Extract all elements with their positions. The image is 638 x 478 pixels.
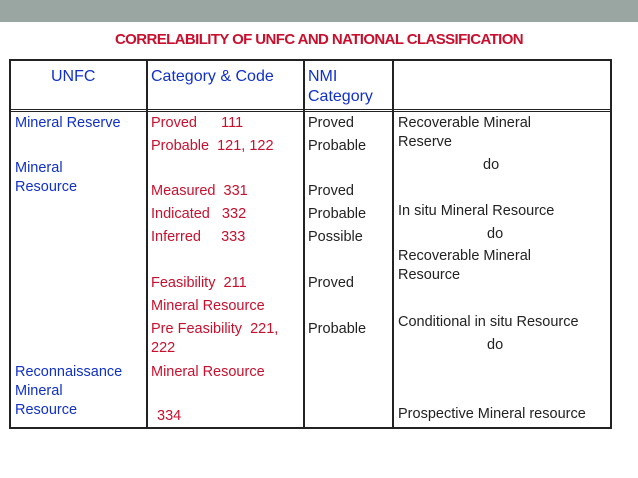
unfc-mineral-resource-line1: Mineral: [15, 160, 63, 176]
code-measured: Measured 331: [151, 183, 248, 199]
header-nmi-line1: NMI: [308, 68, 338, 85]
code-pre-feasibility-line2: 222: [151, 340, 176, 356]
code-feasibility: Feasibility 211: [151, 275, 247, 291]
header-unfc: UNFC: [51, 68, 96, 85]
desc-do-1: do: [483, 157, 500, 173]
nmi-proved-3: Proved: [308, 275, 354, 291]
desc-do-3: do: [487, 337, 504, 353]
code-pre-feasibility-line1: Pre Feasibility 221,: [151, 321, 279, 337]
header-nmi-line2: Category: [308, 88, 373, 105]
unfc-mineral-reserve: Mineral Reserve: [15, 115, 121, 131]
desc-recoverable-reserve-line1: Recoverable Mineral: [398, 115, 531, 131]
column-divider: [392, 61, 394, 427]
nmi-proved-1: Proved: [308, 115, 354, 131]
column-divider: [146, 61, 148, 427]
slide-title: CORRELABILITY OF UNFC AND NATIONAL CLASSIFICATION: [114, 31, 524, 48]
code-334: 334: [157, 408, 182, 424]
header-divider: [11, 109, 610, 112]
nmi-probable-2: Probable: [308, 206, 367, 222]
classification-table: [9, 59, 612, 429]
nmi-proved-2: Proved: [308, 183, 354, 199]
desc-prospective-resource: Prospective Mineral resource: [398, 406, 586, 422]
desc-insitu-resource: In situ Mineral Resource: [398, 203, 555, 219]
desc-recoverable-resource-line2: Resource: [398, 267, 461, 283]
code-mineral-resource-b: Mineral Resource: [151, 364, 265, 380]
code-indicated: Indicated 332: [151, 206, 247, 222]
desc-conditional-resource: Conditional in situ Resource: [398, 314, 579, 330]
unfc-reconnaissance-line2: Mineral: [15, 383, 63, 399]
unfc-reconnaissance-line3: Resource: [15, 402, 78, 418]
top-bar: [0, 0, 638, 22]
header-category-code: Category & Code: [151, 68, 274, 85]
unfc-reconnaissance-line1: Reconnaissance: [15, 364, 123, 380]
code-inferred: Inferred 333: [151, 229, 246, 245]
code-mineral-resource-a: Mineral Resource: [151, 298, 265, 314]
nmi-possible: Possible: [308, 229, 363, 245]
nmi-probable-1: Probable: [308, 138, 367, 154]
code-proved: Proved 111: [151, 115, 244, 131]
nmi-probable-3: Probable: [308, 321, 367, 337]
column-divider: [303, 61, 305, 427]
desc-recoverable-resource-line1: Recoverable Mineral: [398, 248, 531, 264]
desc-do-2: do: [487, 226, 504, 242]
unfc-mineral-resource-line2: Resource: [15, 179, 78, 195]
desc-recoverable-reserve-line2: Reserve: [398, 134, 452, 150]
code-probable: Probable 121, 122: [151, 138, 274, 154]
